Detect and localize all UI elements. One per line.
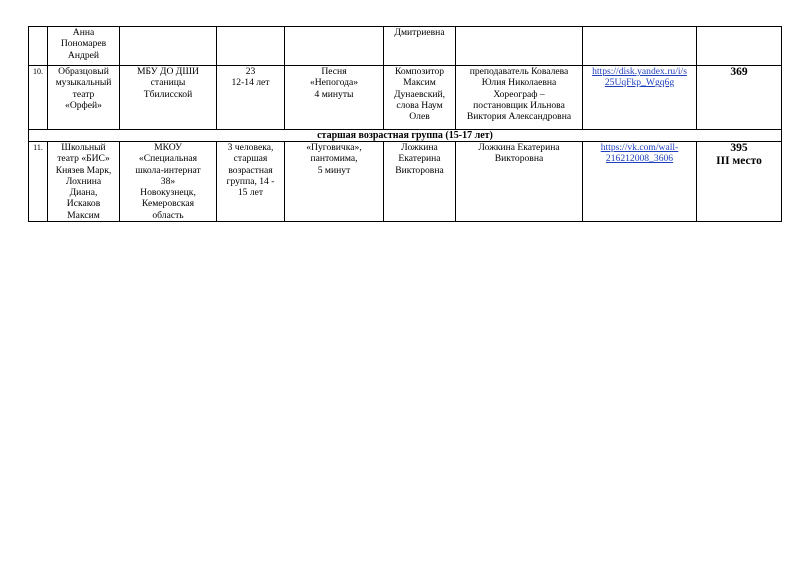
participant-cell: Образцовый музыкальный театр «Орфей» <box>48 66 120 130</box>
table-row <box>29 27 782 66</box>
teacher-cell <box>456 27 583 66</box>
participant-cell: Школьный театр «БИС» Князев Марк, Лохнина Диана, Искаков Максим <box>48 142 120 222</box>
teacher-cell: Ложкина Екатерина Викторовна <box>456 142 583 222</box>
work-cell: Песня «Непогода» 4 минуты <box>285 66 384 130</box>
section-title: старшая возрастная группа (15-17 лет) <box>29 130 782 142</box>
score-cell: 369 <box>697 66 782 130</box>
work-cell: «Пуговичка», пантомима, 5 минут <box>285 142 384 222</box>
section-row <box>29 130 782 142</box>
work-cell <box>285 27 384 66</box>
age-cell: 3 человека, старшая возрастная группа, 14 - 15 лет <box>217 142 285 222</box>
score-cell <box>697 27 782 66</box>
link-cell <box>583 66 697 130</box>
row-number: 10. <box>29 66 48 130</box>
video-link[interactable]: https://disk.yandex.ru/i/s 25UqFkp_Wgq6g <box>592 66 687 89</box>
age-cell <box>217 27 285 66</box>
author-cell: Композитор Максим Дунаевский, слова Наум Олев <box>384 66 456 130</box>
table-row <box>29 66 782 130</box>
link-cell <box>583 27 697 66</box>
author-cell: Дмитриевна <box>384 27 456 66</box>
participants-table <box>28 26 782 222</box>
teacher-cell: преподаватель Ковалева Юлия Николаевна Хореограф – постановщик Ильнова Виктория Александровна <box>456 66 583 130</box>
link-cell <box>583 142 697 222</box>
participant-cell: Анна Пономарев Андрей <box>48 27 120 66</box>
author-cell: Ложкина Екатерина Викторовна <box>384 142 456 222</box>
institution-cell <box>120 27 217 66</box>
score-cell: 395 III место <box>697 142 782 222</box>
video-link[interactable]: https://vk.com/wall- 216212008_3606 <box>600 142 679 165</box>
age-cell: 23 12-14 лет <box>217 66 285 130</box>
institution-cell: МКОУ «Специальная школа-интернат 38» Новокузнецк, Кемеровская область <box>120 142 217 222</box>
row-number <box>29 27 48 66</box>
row-number: 11. <box>29 142 48 222</box>
institution-cell: МБУ ДО ДШИ станицы Тбилисской <box>120 66 217 130</box>
table-row <box>29 142 782 222</box>
